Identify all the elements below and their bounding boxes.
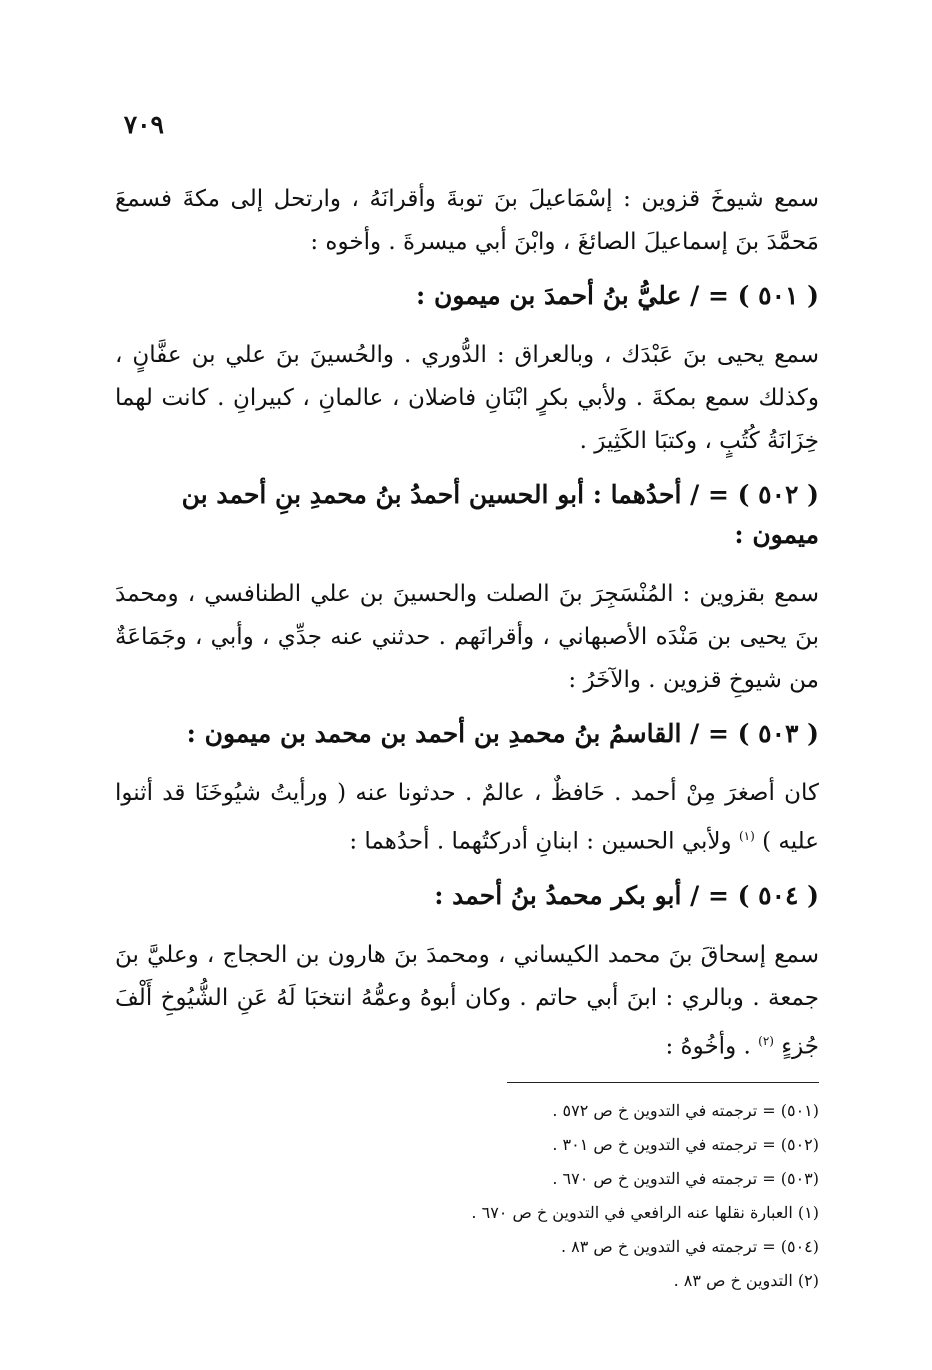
entry-heading-504: ( ٥٠٤ ) = / أبو بكر محمدُ بنُ أحمد :: [434, 880, 819, 910]
footnote-504: (٥٠٤) = ترجمته في التدوين خ ص ٨٣ .: [560, 1237, 819, 1256]
paragraph-503-part-1: كان أصغرَ مِنْ أحمد . حَافظٌ ، عالمٌ . حدثونا عنه ( ورأيتُ شيُوخَنَا قد أثنوا عليه ): [115, 780, 819, 855]
footnotes: [115, 1094, 819, 1298]
main-text: [115, 178, 819, 1080]
footnote-2: (٢) التدوين خ ص ٨٣ .: [673, 1271, 819, 1290]
paragraph-intro: سمع شيوخَ قزوين : إسْمَاعيلَ بنَ توبةَ وأقرانَهُ ، وارتحل إلى مكةَ فسمعَ مَحمَّدَ بنَ إسماعيلَ الصائغَ ، وابْنَ أبي ميسرةَ . وأخوه :: [115, 186, 819, 255]
page-number: ٧٠٩: [123, 110, 164, 139]
paragraph-504-part-2: . وأخُوهُ :: [665, 1033, 751, 1060]
paragraph-502: سمع بقزوين : المُنْسَجِرَ بنَ الصلت والحسينَ بن علي الطنافسي ، ومحمدَ بنَ يحيى بن مَنْدَه الأصبهاني ، وأقرانَهم . حدثني عنه جدِّي ، وأبي ، وجَمَاعَةٌ من شيوخِ قزوين . والآخَرُ :: [115, 581, 819, 693]
footnote-marker-2: (٢): [758, 1033, 774, 1048]
footnote-marker-1: (١): [738, 829, 755, 843]
footnote-502: (٥٠٢) = ترجمته في التدوين خ ص ٣٠١ .: [552, 1135, 819, 1154]
footnote-501: (٥٠١) = ترجمته في التدوين خ ص ٥٧٢ .: [552, 1101, 819, 1120]
paragraph-503-part-2: ولأبي الحسين : ابنانِ أدركتُهما . أحدُهما :: [349, 828, 732, 855]
footnote-separator: [507, 1082, 819, 1083]
footnote-503: (٥٠٣) = ترجمته في التدوين خ ص ٦٧٠ .: [552, 1169, 819, 1188]
entry-heading-503: ( ٥٠٣ ) = / القاسمُ بنُ محمدِ بن أحمد بن محمد بن ميمون :: [186, 719, 819, 748]
footnote-1: (١) العبارة نقلها عنه الرافعي في التدوين خ ص ٦٧٠ .: [471, 1203, 819, 1222]
paragraph-503: [115, 772, 819, 864]
paragraph-504: [115, 934, 819, 1069]
paragraph-501: سمع يحيى بنَ عَبْدَك ، وبالعراق : الدُّوري . والحُسينَ بنَ علي بن عفَّانٍ ، وكذلك سمع بمكةَ . ولأبي بكرٍ ابْنَانِ فاضلان ، عالمانِ ، كبيرانِ . كانت لهما خِزَانَةُ كُتُبٍ ، وكتبَا الكَثِيرَ .: [115, 342, 819, 454]
entry-heading-502: ( ٥٠٢ ) = / أحدُهما : أبو الحسين أحمدُ بنُ محمدِ بنِ أحمد بن ميمون :: [181, 480, 819, 549]
paragraph-504-part-1: سمع إسحاقَ بنَ محمد الكيساني ، ومحمدَ بنَ هارون بن الحجاج ، وعليَّ بنَ جمعة . وبالري : ابنَ أبي حاتم . وكان أبوهُ وعمُّهُ انتخبَا لَهُ عَنِ الشُّيُوخِ أَلْفَ جُزءٍ: [115, 941, 819, 1060]
entry-heading-501: ( ٥٠١ ) = / عليُّ بنُ أحمدَ بن ميمون :: [416, 281, 819, 310]
